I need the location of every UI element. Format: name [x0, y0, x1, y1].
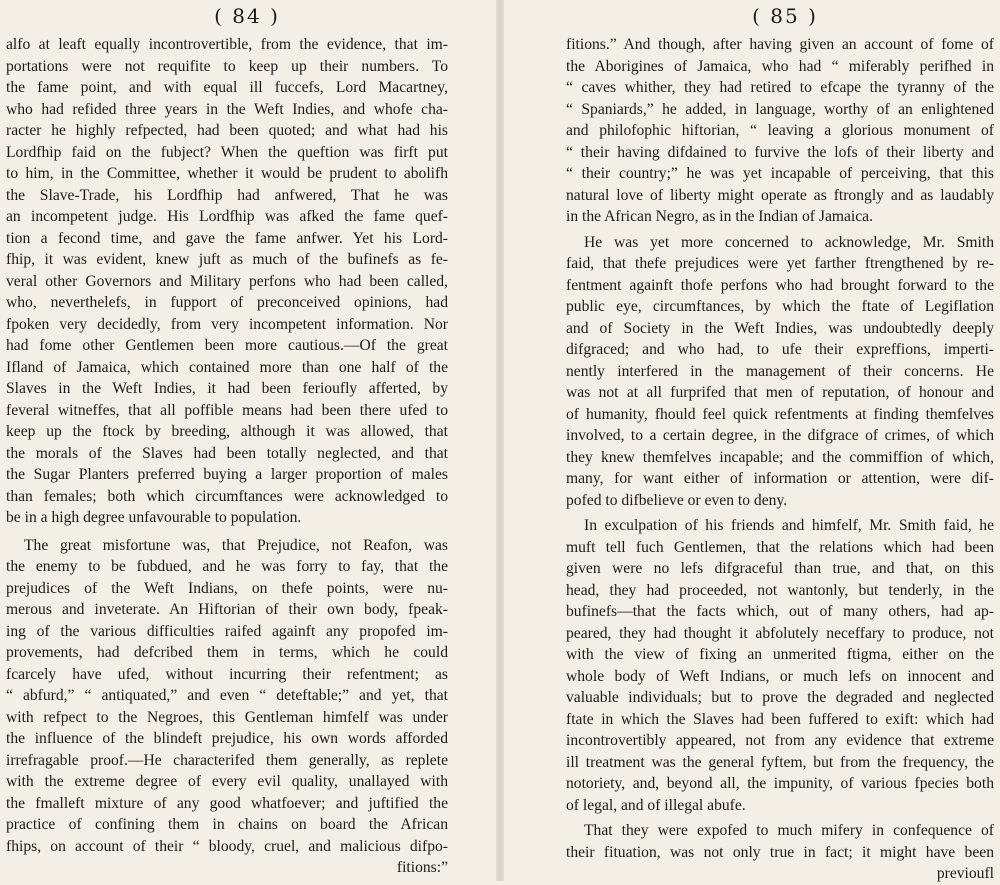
text-line: and philofophic hiftorian, “ leaving a glorious monument of: [566, 122, 994, 139]
text-line: notoriety, and, beyond all, the impunity, of various fpecies both: [566, 775, 994, 792]
text-line: Slaves in the Weft Indies, it had been ferioufly afferted, by: [6, 380, 448, 397]
text-line: difgraced; and who had, to ufe their expreffions, imperti-: [566, 341, 994, 358]
paragraph: [566, 34, 994, 228]
paragraph: [566, 820, 994, 885]
text-line: the influence of the blindeft prejudice, his own words afforded: [6, 730, 448, 747]
text-line: with the view of fixing an unmerited ftigma, either on the: [566, 646, 994, 663]
text-line: practice of confining them in chains on board the African: [6, 816, 448, 833]
text-line: whole body of Weft Indians, or much lefs on innocent and: [566, 667, 994, 685]
text-line: public eye, circumftances, by which the ftate of Legiflation: [566, 298, 994, 315]
text-line: fcarcely have ufed, without incurring their refentment; as: [6, 665, 448, 683]
text-line: Ifland of Jamaica, which contained more than one half of the: [6, 358, 448, 376]
catchword: fitions:”: [396, 859, 448, 876]
text-line: fpoken very decidedly, from very incompetent information. Nor: [6, 315, 448, 333]
right-page: [504, 0, 1000, 881]
paragraph: [566, 515, 994, 816]
text-line: of legal, and of illegal abufe.: [566, 796, 746, 814]
text-line: an incompetent judge. His Lordfhip was afked the fame quef-: [6, 208, 448, 225]
text-line: tion a fecond time, and gave the fame anfwer. Yet his Lord-: [6, 229, 448, 247]
text-line: “ their country;” he was yet incapable of perceiving, that this: [566, 165, 994, 182]
text-line: “ Spaniards,” he added, in language, worthy of an enlightened: [566, 100, 994, 118]
text-line: merous and inveterate. An Hiftorian of their own body, fpeak-: [6, 601, 448, 618]
text-line: natural love of liberty might operate as ftrongly and as laudably: [566, 186, 994, 204]
text-line: to him, in the Committee, whether it would be prudent to abolifh: [6, 165, 448, 182]
text-line: faid, that thefe prejudices were yet farther ftrengthened by re-: [566, 255, 994, 272]
page-number: ( 84 ): [214, 4, 280, 28]
text-line: The great misfortune was, that Prejudice, not Reafon, was: [24, 536, 448, 554]
text-line: fhips, on account of their “ bloody, cruel, and malicious difpo-: [6, 837, 448, 855]
text-line: provements, had defcribed them in terms, which he could: [6, 644, 448, 661]
text-line: ing of the various difficulties raifed againft any propofed im-: [6, 622, 448, 640]
text-line: many, for want either of information or attention, were dif-: [566, 470, 994, 487]
text-line: irrefragable proof.—He characterifed them generally, as replete: [6, 751, 448, 769]
text-line: bufinefs—that the facts which, out of many others, had ap-: [566, 603, 994, 620]
text-line: involved, to a certain degree, in the difgrace of crimes, of which: [566, 427, 994, 444]
text-line: He was yet more concerned to acknowledge, Mr. Smith: [584, 233, 994, 251]
text-line: of humanity, fhould feel quick refentments at finding themfelves: [566, 405, 994, 423]
text-line: racter he highly refpected, had been quoted; and what had his: [6, 122, 448, 139]
text-line: the enemy to be fubdued, and he was forry to fay, that the: [6, 558, 448, 575]
paragraph: [6, 34, 448, 529]
text-line: peared, they had thought it abfolutely neceffary to produce, not: [566, 624, 994, 642]
text-line: the morals of the Slaves had been totally neglected, and that: [6, 444, 448, 462]
text-line: incontrovertibly appeared, not from any evidence that extreme: [566, 732, 994, 749]
text-line: who had refided three years in the Weft Indies, and whofe cha-: [6, 100, 448, 118]
text-line: In exculpation of his friends and himfelf, Mr. Smith faid, he: [584, 517, 994, 534]
text-line: portations were not requifite to keep up their numbers. To: [6, 57, 448, 75]
text-line: pofed to difbelieve or even to deny.: [566, 491, 788, 509]
text-line: fentment againft thofe perfons who had brought forward to the: [566, 276, 994, 294]
text-line: and of Society in the Weft Indies, was undoubtedly deeply: [566, 319, 994, 337]
text-line: nently interfered in the management of their concerns. He: [566, 362, 994, 380]
text-line: be in a high degree unfavourable to population.: [6, 509, 302, 526]
paragraph: [566, 232, 994, 512]
text-line: “ abfurd,” “ antiquated,” and even “ deteftable;” and yet, that: [6, 687, 448, 704]
text-line: “ caves whither, they had retired to efcape the tyranny of the: [566, 79, 994, 96]
text-line: the Aborigines of Jamaica, who had “ miferably perifhed in: [566, 57, 994, 75]
text-line: who, neverthelefs, in fupport of preconceived opinions, had: [6, 294, 448, 311]
text-line: the Sugar Planters preferred buying a larger proportion of males: [6, 466, 448, 483]
text-line: prejudices of the Weft Indians, on thefe points, were nu-: [6, 579, 448, 597]
text-line: valuable individuals; but to prove the degraded and neglected: [566, 689, 994, 706]
text-line: fhip, it was evident, knew juft as much of the bufinefs as fe-: [6, 251, 448, 268]
left-page: [0, 0, 496, 881]
text-line: the fame point, and with equal ill fuccefs, Lord Macartney,: [6, 79, 448, 96]
text-line: had fome other Gentlemen been more cautious.—Of the great: [6, 337, 448, 354]
text-line: their fituation, was not only true in fact; it might have been: [566, 843, 994, 861]
text-line: That they were expofed to much mifery in confequence of: [584, 822, 994, 839]
text-line: alfo at leaft equally incontrovertible, from the evidence, that im-: [6, 36, 448, 53]
text-line: muft tell fuch Gentlemen, that the relations which had been: [566, 538, 994, 556]
text-line: keep up the ftock by breeding, although it was allowed, that: [6, 423, 448, 440]
text-line: they knew themfelves incapable; and the commiffion of which,: [566, 448, 994, 466]
text-line: than females; both which circumftances were acknowledged to: [6, 487, 448, 505]
text-line: head, they had proceeded, not wantonly, but tenderly, in the: [566, 581, 994, 599]
text-line: with refpect to the Negroes, this Gentleman himfelf was under: [6, 708, 448, 726]
paragraph: [6, 535, 448, 879]
page-number: ( 85 ): [752, 4, 818, 28]
text-line: ftate in which the Slaves had been fuffered to exift: which had: [566, 710, 994, 728]
text-line: given were no lefs difgraceful than true, and that, on this: [566, 560, 994, 577]
text-line: feveral witneffes, that all poffible means had been there ufed to: [6, 401, 448, 419]
text-line: Lordfhip faid on the fubject? When the queftion was firft put: [6, 143, 448, 161]
text-line: fitions.” And though, after having given an account of fome of: [566, 36, 994, 53]
text-line: was not at all furprifed that men of reputation, of honour and: [566, 384, 994, 401]
text-line: the fmalleft mixture of any good whatfoever; and juftified the: [6, 794, 448, 812]
text-line: the Slave-Trade, his Lordfhip had anfwered, That he was: [6, 186, 448, 204]
text-line: with the extreme degree of every evil quality, unallayed with: [6, 773, 448, 790]
text-line: veral other Governors and Military perfons who had been called,: [6, 272, 448, 290]
book-gutter: [496, 0, 504, 881]
catchword: previoufl: [936, 865, 994, 882]
text-line: in the African Negro, as in the Indian of Jamaica.: [566, 208, 874, 225]
text-line: ill treatment was the general fyftem, but from the frequency, the: [566, 753, 994, 771]
text-line: “ their having difdained to furvive the lofs of their liberty and: [566, 143, 994, 161]
